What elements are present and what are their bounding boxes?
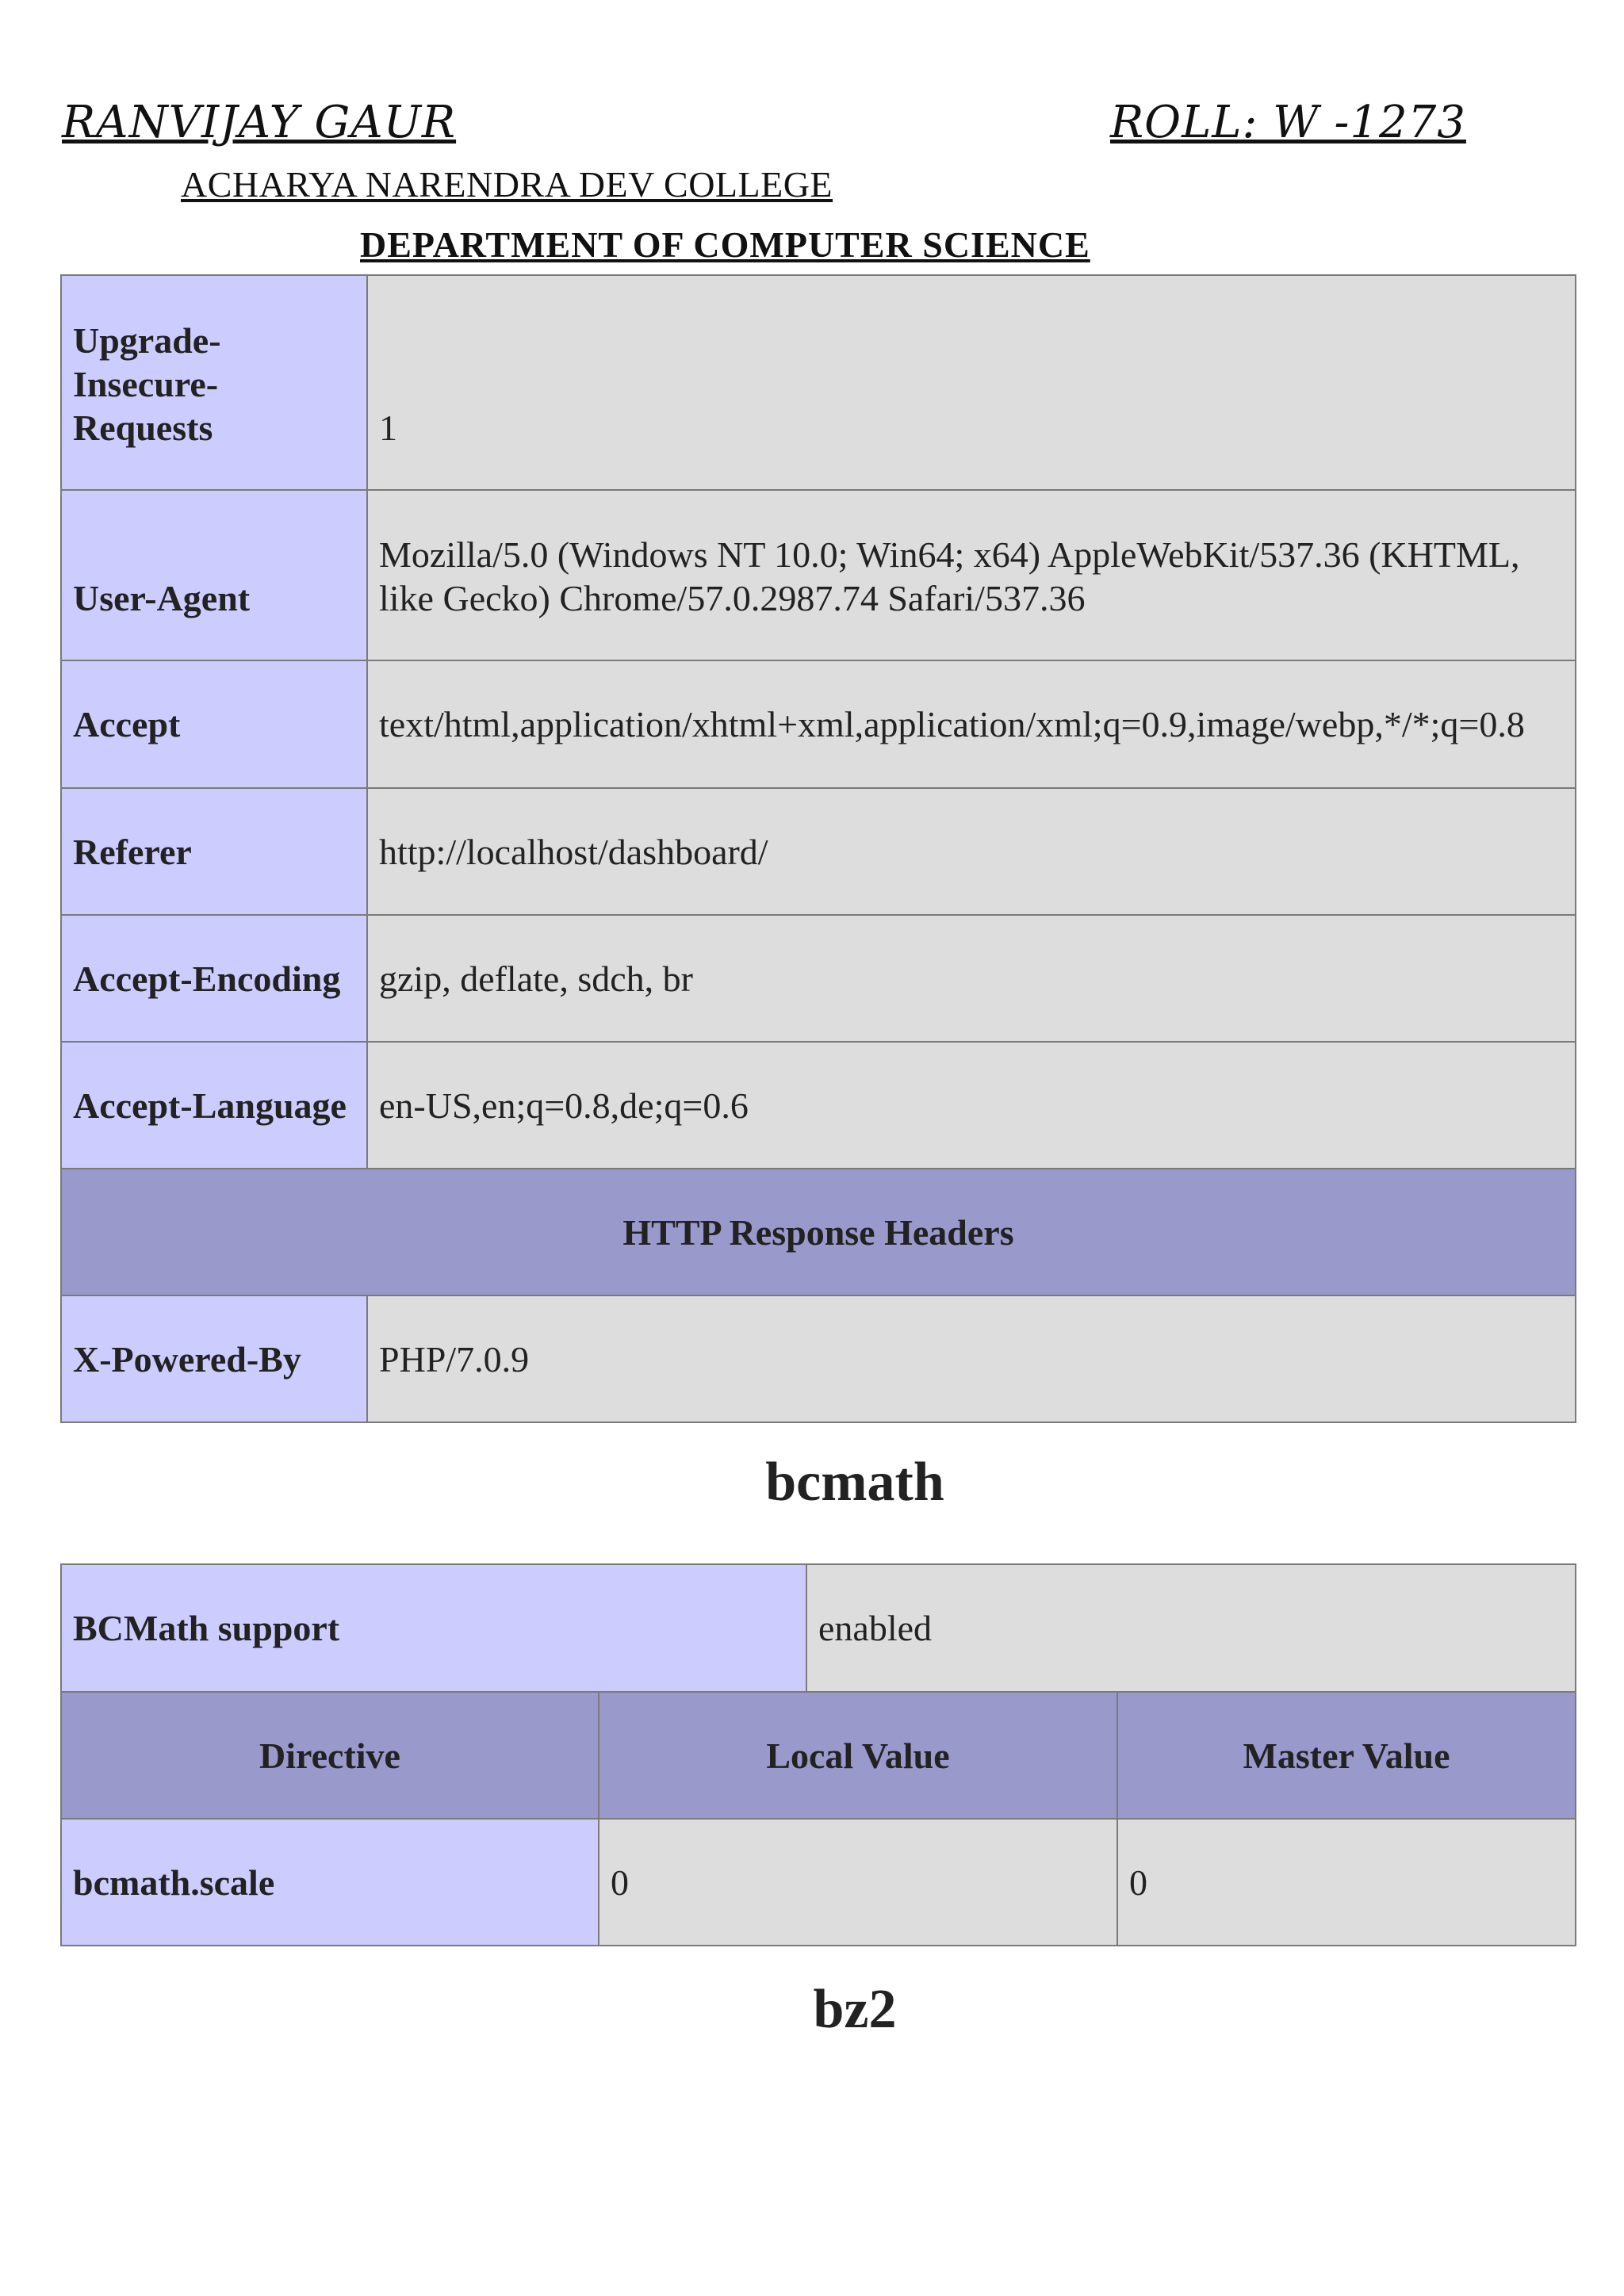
header-value-cell: gzip, deflate, sdch, br — [367, 915, 1576, 1042]
column-header: Directive — [61, 1692, 599, 1819]
header-name-cell: Accept-Language — [61, 1042, 367, 1169]
bcmath-support-table — [60, 1563, 1576, 1693]
support-label-cell: BCMath support — [61, 1564, 806, 1692]
table-row — [61, 1042, 1576, 1169]
header-value-cell: PHP/7.0.9 — [367, 1295, 1576, 1422]
header-value-cell: en-US,en;q=0.8,de;q=0.6 — [367, 1042, 1576, 1169]
bz2-section-title: bz2 — [813, 1979, 897, 2040]
header-value-cell: Mozilla/5.0 (Windows NT 10.0; Win64; x64) AppleWebKit/537.36 (KHTML, like Gecko) Chrome/57.0.2987.74 Safari/537.36 — [367, 490, 1576, 660]
header-value-cell: text/html,application/xhtml+xml,application/xml;q=0.9,image/webp,*/*;q=0.8 — [367, 660, 1576, 788]
student-name: RANVIJAY GAUR — [62, 97, 457, 148]
bcmath-section-title: bcmath — [765, 1452, 944, 1513]
table-row — [61, 788, 1576, 915]
table-row — [61, 660, 1576, 788]
http-headers-table — [60, 274, 1576, 1423]
response-headers-heading: HTTP Response Headers — [61, 1169, 1576, 1295]
header-name-cell: User-Agent — [61, 490, 367, 660]
department-name: DEPARTMENT OF COMPUTER SCIENCE — [360, 224, 1090, 265]
bcmath-directives-table — [60, 1691, 1576, 1946]
table-row — [61, 490, 1576, 660]
table-header-row — [61, 1692, 1576, 1819]
directive-cell: bcmath.scale — [61, 1819, 599, 1946]
column-header: Master Value — [1117, 1692, 1576, 1819]
header-name-cell: Referer — [61, 788, 367, 915]
college-name: ACHARYA NARENDRA DEV COLLEGE — [181, 164, 833, 205]
section-header-row — [61, 1169, 1576, 1295]
master-value-cell: 0 — [1117, 1819, 1576, 1946]
table-row — [61, 1295, 1576, 1422]
header-name-cell: Accept-Encoding — [61, 915, 367, 1042]
table-row — [61, 1564, 1576, 1692]
local-value-cell: 0 — [599, 1819, 1117, 1946]
roll-number: ROLL: W -1273 — [1110, 97, 1466, 148]
header-name-cell: Accept — [61, 660, 367, 788]
table-row — [61, 275, 1576, 490]
header-value-cell: http://localhost/dashboard/ — [367, 788, 1576, 915]
header-name-cell: Upgrade-Insecure-Requests — [61, 275, 367, 490]
support-value-cell: enabled — [806, 1564, 1576, 1692]
header-value-cell: 1 — [367, 275, 1576, 490]
table-row — [61, 915, 1576, 1042]
header-name-cell: X-Powered-By — [61, 1295, 367, 1422]
column-header: Local Value — [599, 1692, 1117, 1819]
table-row — [61, 1819, 1576, 1946]
